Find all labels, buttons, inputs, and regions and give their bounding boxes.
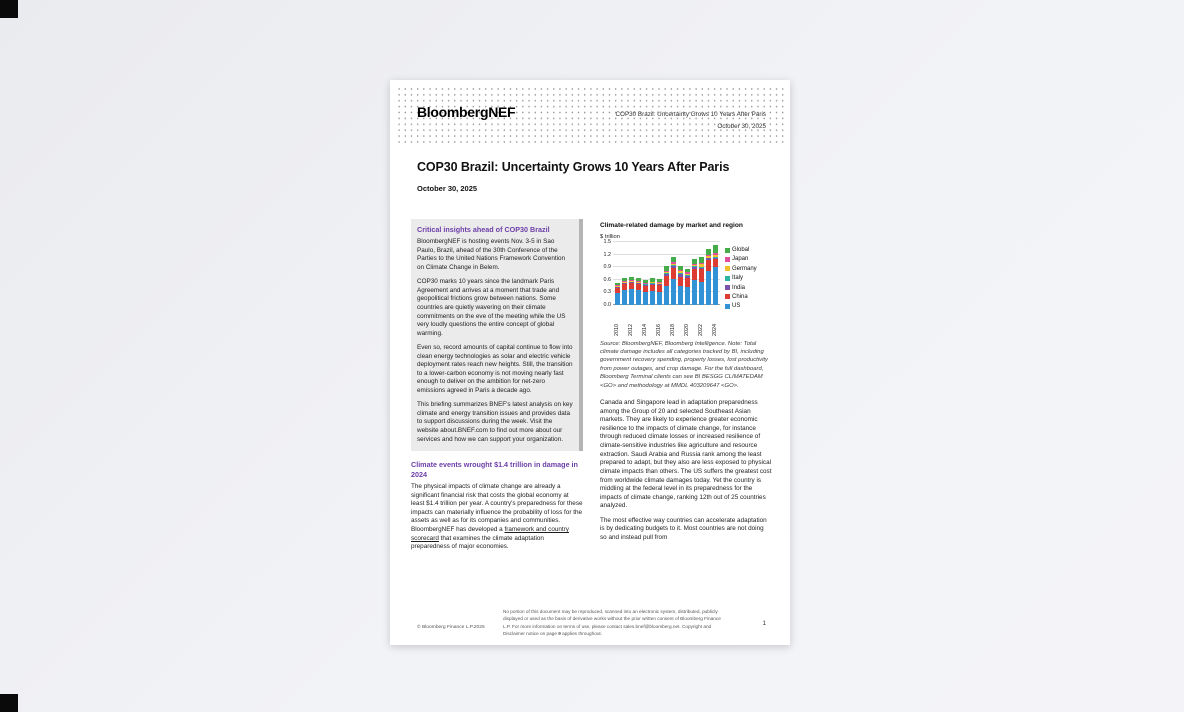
y-tick-label: 0.0: [603, 302, 611, 308]
bar-segment-us: [692, 280, 697, 305]
section-paragraph: [411, 483, 583, 552]
header-dot-pattern: [395, 85, 785, 143]
bar-segment-us: [678, 286, 683, 305]
x-tick-label: 2016: [655, 323, 662, 336]
stacked-bar-2021: [692, 259, 697, 305]
bar-segment-us: [643, 292, 648, 305]
legend-label: Japan: [732, 256, 749, 263]
x-tick-slot: [699, 315, 704, 336]
footer-disclaimer: [503, 608, 729, 637]
x-tick-slot: [650, 315, 655, 336]
legend-swatch: [725, 266, 730, 271]
left-column: [411, 219, 583, 552]
stacked-bar-2016: [657, 279, 662, 305]
bar-segment-us: [685, 287, 690, 305]
stacked-bar-2011: [622, 278, 627, 305]
report-page: [390, 80, 790, 645]
x-tick-slot: [685, 315, 690, 336]
insight-box-heading: Critical insights ahead of COP30 Brazil: [417, 225, 550, 234]
legend-item-germany: [725, 266, 757, 272]
running-header-title: COP30 Brazil: Uncertainty Grows 10 Years After Paris: [615, 111, 766, 118]
legend-label: Germany: [732, 265, 757, 272]
legend-label: India: [732, 284, 746, 291]
y-tick-label: 0.9: [603, 264, 611, 271]
legend-item-india: [725, 285, 757, 291]
stacked-bar-2015: [650, 278, 655, 305]
x-tick-slot: [671, 315, 676, 336]
stacked-bar-chart: [600, 239, 772, 313]
legend-label: Italy: [732, 275, 744, 282]
paragraph: BloombergNEF is hosting events Nov. 3-5 in Sao Paulo, Brazil, ahead of the 30th Conference of the Parties to the United Nations Framework Convention on Climate Change in Belem.: [417, 238, 566, 271]
stacked-bar-2012: [629, 277, 634, 305]
y-tick-label: 0.6: [603, 276, 611, 283]
x-tick-slot: [615, 315, 620, 336]
legend-label: US: [732, 303, 741, 310]
legend-swatch: [725, 294, 730, 299]
running-header-date: October 30, 2025: [717, 122, 766, 130]
x-tick-label: 2018: [669, 323, 676, 336]
section-heading-climate-events: Climate events wrought $1.4 trillion in damage in 2024: [411, 460, 578, 479]
legend-item-us: [725, 303, 757, 309]
chart-legend: [725, 247, 757, 313]
x-tick-slot: [643, 315, 648, 336]
stacked-bar-2018: [671, 257, 676, 305]
x-tick-slot: [706, 315, 711, 336]
stacked-bar-2010: [615, 283, 620, 305]
bar-segment-china: [678, 277, 683, 286]
running-header: [616, 109, 767, 132]
disclaimer-text: applies throughout.: [560, 630, 603, 636]
legend-swatch: [725, 276, 730, 281]
paragraph-text: that examines the climate adaptation preparedness of major economies.: [411, 534, 544, 551]
bar-segment-global: [713, 245, 718, 253]
bar-segment-us: [636, 290, 641, 305]
x-tick-slot: [636, 315, 641, 336]
chart-plot: [613, 242, 720, 305]
bar-segment-china: [706, 260, 711, 271]
x-tick-label: 2024: [711, 323, 718, 336]
insight-box-paragraphs: [417, 238, 573, 444]
insight-box: [411, 219, 583, 451]
chart-plot-bars: [613, 242, 720, 305]
stacked-bar-2014: [643, 280, 648, 305]
corner-mark-top-left: [0, 0, 18, 18]
bar-segment-us: [622, 290, 627, 305]
legend-item-japan: [725, 256, 757, 262]
page-number: 1: [762, 620, 766, 627]
chart-y-axis-label: $ trillion: [600, 234, 620, 240]
legend-label: China: [732, 293, 748, 300]
stacked-bar-2017: [664, 266, 669, 305]
stacked-bar-2024: [713, 245, 718, 305]
x-tick-slot: [657, 315, 662, 336]
x-tick-slot: [678, 315, 683, 336]
disclaimer-page-ref: 9: [558, 630, 561, 636]
bar-segment-china: [685, 278, 690, 287]
disclaimer-text: No portion of this document may be reproduced, scanned into an electronic system, distributed, publicly displayed or used as the basis of derivative works without the prior written consent of Bloomberg Finance L.P. For more information on terms of use, please contact sales.bnef@bloomberg.net. Copyright and Disclaimer notice on page: [503, 609, 721, 636]
framework-scorecard-link[interactable]: framework and country scorecard: [411, 526, 569, 542]
bar-segment-us: [664, 286, 669, 305]
page-date: October 30, 2025: [417, 184, 478, 193]
stacked-bar-2023: [706, 249, 711, 305]
right-column: [600, 222, 772, 542]
paragraph: This briefing summarizes BNEF's latest analysis on key climate and energy transition issues and provides data to support discussions during the week. Visit the website about.BNEF.com to find out more about our services and how we can support your organization.: [417, 401, 573, 443]
y-tick-label: 0.3: [603, 289, 611, 296]
legend-item-china: [725, 294, 757, 300]
legend-swatch: [725, 257, 730, 262]
paragraph: COP30 marks 10 years since the landmark Paris Agreement and arrives at a moment that trade and geopolitical frictions grow between nations. Some countries are quietly wavering on their climate commitments on the eve of the meeting while the US very loudly questions the entire concept of global warming.: [417, 278, 566, 337]
legend-swatch: [725, 248, 730, 253]
stacked-bar-2020: [685, 269, 690, 305]
bar-segment-china: [657, 285, 662, 292]
bar-segment-us: [699, 282, 704, 305]
right-column-paragraphs: [600, 399, 772, 543]
x-tick-slot: [629, 315, 634, 336]
bar-segment-china: [699, 269, 704, 282]
x-tick-label: 2012: [627, 323, 634, 336]
y-tick-label: 1.2: [603, 251, 611, 258]
x-tick-slot: [622, 315, 627, 336]
bar-segment-china: [671, 268, 676, 279]
bar-segment-china: [692, 269, 697, 280]
page-title: COP30 Brazil: Uncertainty Grows 10 Years After Paris: [417, 160, 730, 174]
x-tick-label: 2020: [683, 323, 690, 336]
stacked-bar-2022: [699, 257, 704, 305]
stacked-bar-2013: [636, 278, 641, 305]
bar-segment-us: [706, 271, 711, 305]
x-tick-label: 2022: [697, 323, 704, 336]
bar-segment-us: [650, 291, 655, 305]
bar-segment-china: [664, 276, 669, 287]
legend-label: Global: [732, 247, 750, 253]
corner-mark-bottom-left: [0, 694, 18, 712]
bloombergnef-logo: BloombergNEF: [417, 104, 516, 120]
bar-segment-china: [713, 259, 718, 267]
chart-title: Climate-related damage by market and region: [600, 222, 743, 229]
bar-segment-us: [629, 289, 634, 305]
paragraph: Even so, record amounts of capital continue to flow into clean energy technologies as solar and electric vehicle deployment rates reach new heights. Still, the transition to a lower-carbon economy is not moving nearly fast enough to deliver on the ambition for net-zero emissions agreed in Paris a decade ago.: [417, 343, 573, 394]
stacked-bar-2019: [678, 266, 683, 305]
chart-y-axis-ticks: [600, 239, 613, 308]
bar-segment-us: [657, 292, 662, 305]
y-tick-label: 1.5: [603, 239, 611, 245]
chart-x-axis-ticks: [613, 315, 720, 336]
x-tick-slot: [664, 315, 669, 336]
x-tick-label: 2014: [641, 323, 648, 336]
footer-copyright: © Bloomberg Finance L.P.2025: [417, 625, 485, 630]
legend-item-global: [725, 247, 757, 253]
x-tick-slot: [713, 315, 718, 336]
paragraph: Canada and Singapore lead in adaptation preparedness among the Group of 20 and selected Southeast Asian markets. They are likely to experience greater economic resilience to the impacts of climate change, for instance through reduced climate losses or increased resilience of climate-sensitive industries like agriculture and resource extraction. Saudi Arabia and Russia rank among the least prepared to adapt, but they also are less exposed to physical climate impacts than others. The US suffers the greatest cost from worldwide climate damages today. Yet the country is middling at the federal level in its preparedness for the impacts of climate change, ranking 12th out of 25 countries analyzed.: [600, 398, 772, 510]
x-tick-slot: [692, 315, 697, 336]
bar-segment-us: [671, 279, 676, 305]
legend-swatch: [725, 285, 730, 290]
chart-source-note: Source: BloombergNEF, Bloomberg Intelligence. Note: Total climate damage includes all categories tracked by BI, including government recovery spending, property losses, lost productivity from power outages, and crop damage. For the full dashboard, Bloomberg Terminal clients can see BI BESGG CLIMATEDAM <GO> and methodology at MMDL 403209647 <GO>.: [600, 340, 768, 389]
paragraph: The most effective way countries can accelerate adaptation is by dedicating budgets to it. Most countries are not doing so and instead pull from: [600, 516, 767, 541]
legend-item-italy: [725, 275, 757, 281]
bar-segment-us: [713, 267, 718, 305]
legend-swatch: [725, 304, 730, 309]
bar-segment-us: [615, 293, 620, 305]
paragraph-text: The physical impacts of climate change are already a significant financial risk that costs the global economy at least $1.4 trillion per year. A country's preparedness for these impacts can materially influence the probability of loss for the assets as well as for its companies and communities. BloombergNEF has developed a: [411, 482, 583, 534]
x-tick-label: 2010: [613, 323, 620, 336]
